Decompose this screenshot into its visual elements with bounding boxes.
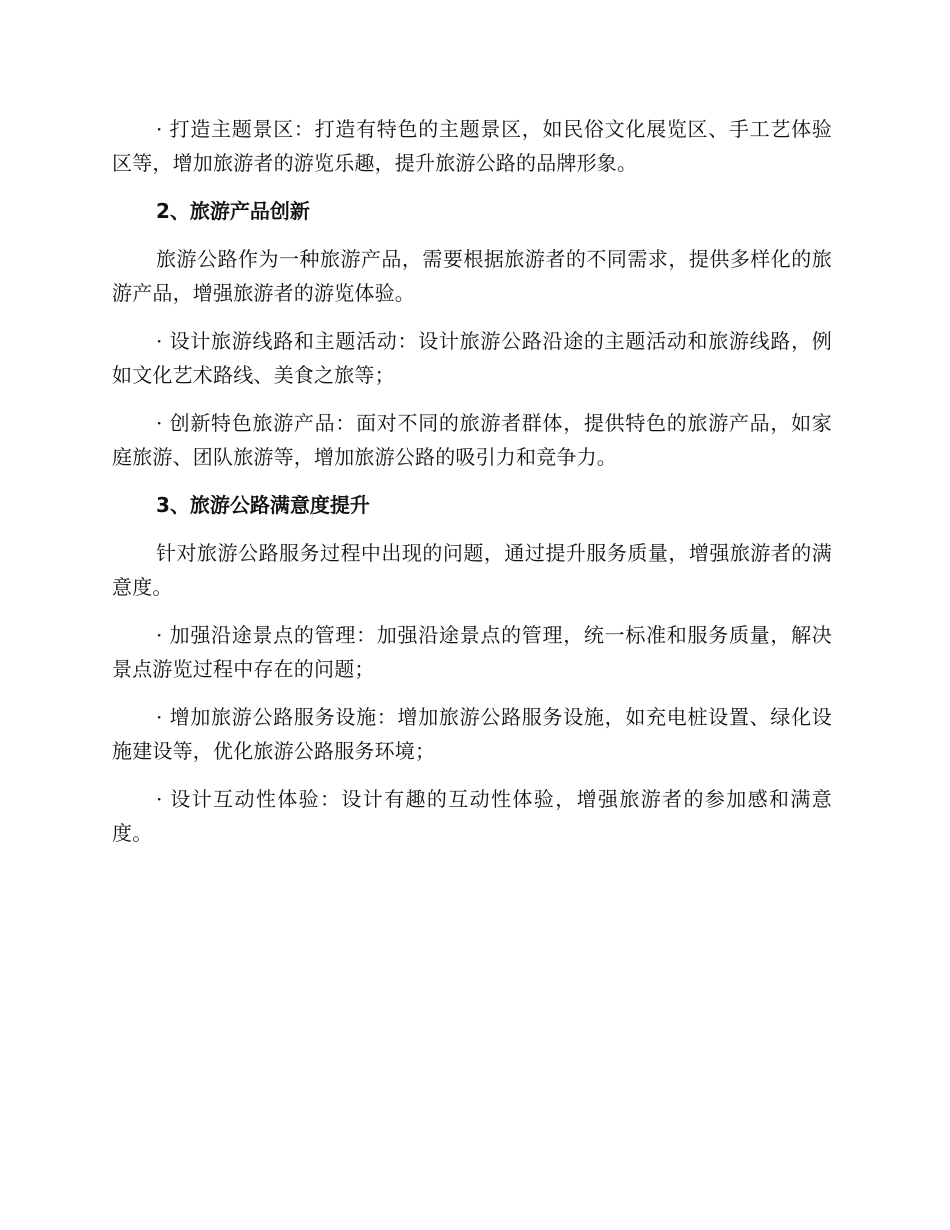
section-heading-product-innovation: 2、旅游产品创新 bbox=[156, 199, 310, 223]
document-body bbox=[112, 112, 832, 864]
paragraph-satisfaction-intro: 针对旅游公路服务过程中出现的问题，通过提升服务质量，增强旅游者的满意度。 bbox=[112, 541, 832, 599]
paragraph-service-facilities: · 增加旅游公路服务设施：增加旅游公路服务设施，如充电桩设置、绿化设施建设等，优化旅游公路服务环境； bbox=[112, 705, 832, 763]
section-heading-satisfaction: 3、旅游公路满意度提升 bbox=[156, 493, 370, 517]
paragraph-product-intro: 旅游公路作为一种旅游产品，需要根据旅游者的不同需求，提供多样化的旅游产品，增强旅游者的游览体验。 bbox=[112, 247, 832, 305]
paragraph-route-design: · 设计旅游线路和主题活动：设计旅游公路沿途的主题活动和旅游线路，例如文化艺术路线、美食之旅等； bbox=[112, 329, 832, 387]
paragraph-theme-scenic-area: · 打造主题景区：打造有特色的主题景区，如民俗文化展览区、手工艺体验区等，增加旅游者的游览乐趣，提升旅游公路的品牌形象。 bbox=[112, 117, 832, 175]
paragraph-feature-products: · 创新特色旅游产品：面对不同的旅游者群体，提供特色的旅游产品，如家庭旅游、团队旅游等，增加旅游公路的吸引力和竞争力。 bbox=[112, 411, 832, 469]
paragraph-interactive-experience: · 设计互动性体验：设计有趣的互动性体验，增强旅游者的参加感和满意度。 bbox=[112, 787, 832, 845]
paragraph-scenic-management: · 加强沿途景点的管理：加强沿途景点的管理，统一标准和服务质量，解决景点游览过程中存在的问题； bbox=[112, 623, 832, 681]
